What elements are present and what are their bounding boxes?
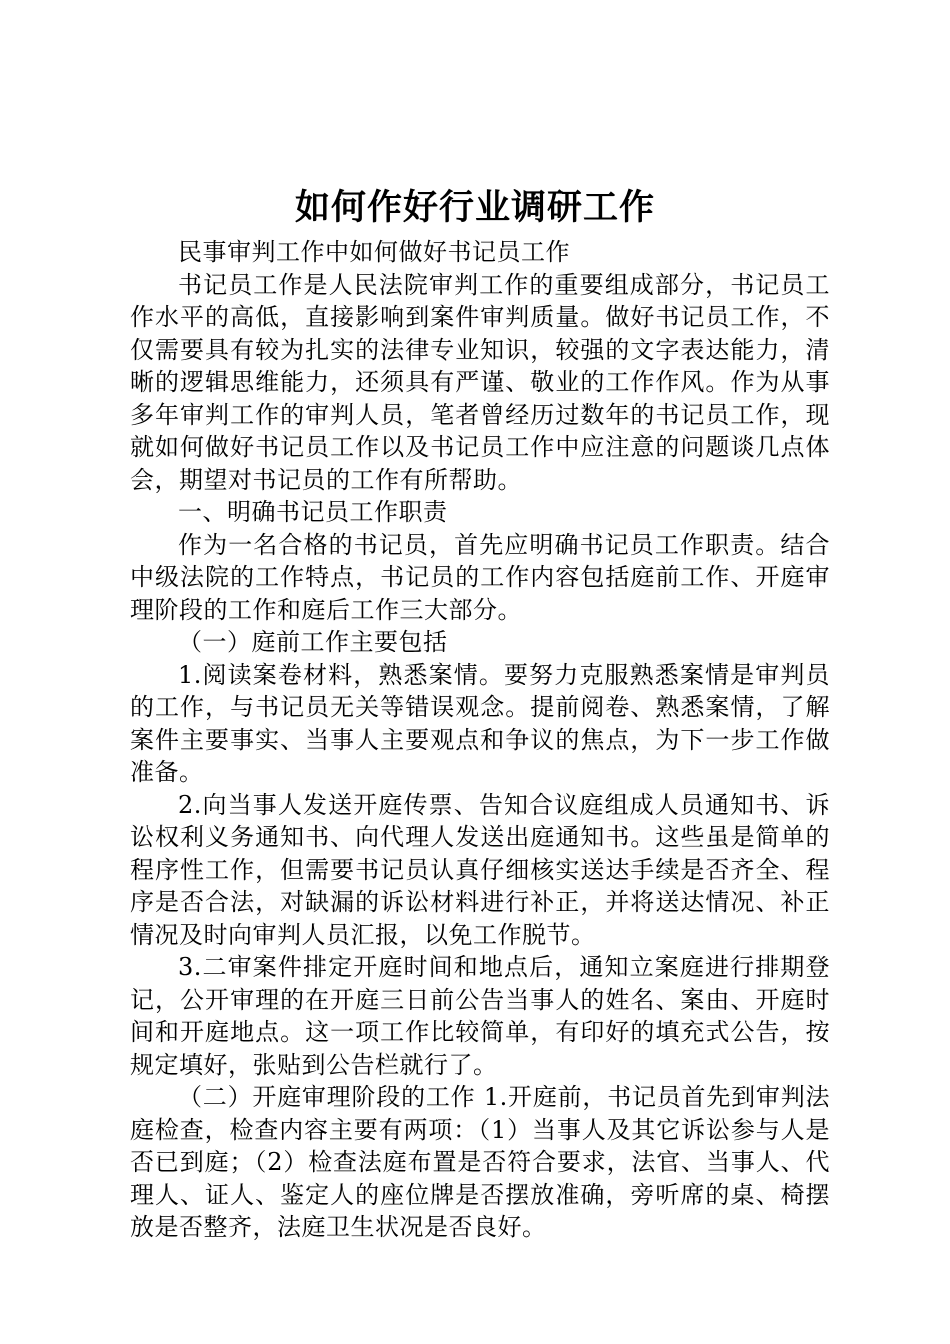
paragraph-item-1: 1.阅读案卷材料，熟悉案情。要努力克服熟悉案情是审判员的工作，与书记员无关等错误观念。提前阅卷、熟悉案情，了解案件主要事实、当事人主要观点和争议的焦点，为下一步工作做准备。 (130, 660, 830, 786)
document-title: 如何作好行业调研工作 (294, 187, 655, 228)
subsection-heading-pretrial: （一）庭前工作主要包括 (178, 628, 448, 656)
document-body (130, 236, 830, 1244)
paragraph-item-2: 2.向当事人发送开庭传票、告知合议庭组成人员通知书、诉讼权利义务通知书、向代理人发送出庭通知书。这些虽是简单的程序性工作，但需要书记员认真仔细核实送达手续是否齐全、程序是否合法，对缺漏的诉讼材料进行补正，并将送达情况、补正情况及时向审判人员汇报，以免工作脱节。 (130, 790, 830, 949)
paragraph-duties: 作为一名合格的书记员，首先应明确书记员工作职责。结合中级法院的工作特点，书记员的工作内容包括庭前工作、开庭审理阶段的工作和庭后工作三大部分。 (130, 530, 830, 624)
section-heading-duties: 一、明确书记员工作职责 (178, 498, 448, 526)
paragraph-item-3: 3.二审案件排定开庭时间和地点后，通知立案庭进行排期登记，公开审理的在开庭三日前公告当事人的姓名、案由、开庭时间和开庭地点。这一项工作比较简单，有印好的填充式公告，按规定填好，张贴到公告栏就行了。 (130, 953, 830, 1079)
paragraph-subtitle: 民事审判工作中如何做好书记员工作 (178, 238, 570, 266)
paragraph-intro: 书记员工作是人民法院审判工作的重要组成部分，书记员工作水平的高低，直接影响到案件审判质量。做好书记员工作，不仅需要具有较为扎实的法律专业知识，较强的文字表达能力，清晰的逻辑思维能力，还须具有严谨、敬业的工作作风。作为从事多年审判工作的审判人员，笔者曾经历过数年的书记员工作，现就如何做好书记员工作以及书记员工作中应注意的问题谈几点体会，期望对书记员的工作有所帮助。 (130, 270, 830, 494)
paragraph-trial-stage: （二）开庭审理阶段的工作 1.开庭前，书记员首先到审判法庭检查，检查内容主要有两项：（1）当事人及其它诉讼参与人是否已到庭；（2）检查法庭布置是否符合要求，法官、当事人、代理人、证人、鉴定人的座位牌是否摆放准确，旁听席的桌、椅摆放是否整齐，法庭卫生状况是否良好。 (130, 1083, 830, 1241)
